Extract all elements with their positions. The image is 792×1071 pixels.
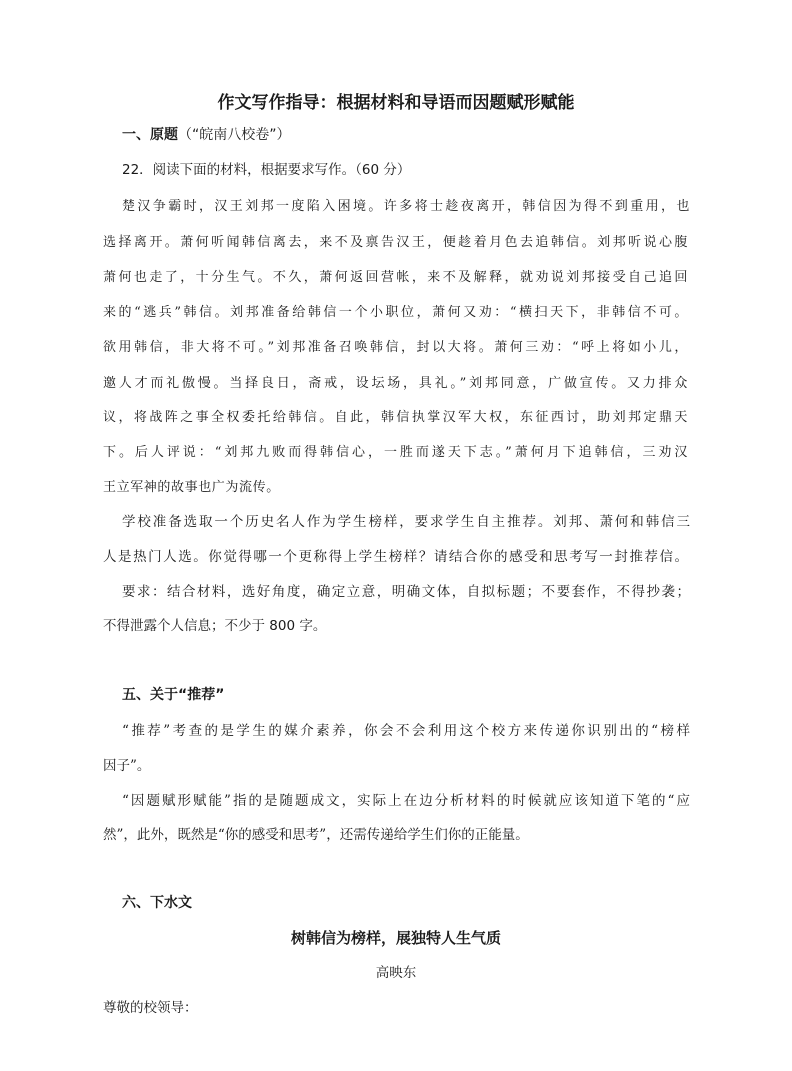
salutation: 尊敬的校领导： [103, 1000, 198, 1016]
section-5-line: “推荐”考查的是学生的媒介素养，你会不会利用这个校方来传递你识别出的“榜样 [122, 723, 690, 739]
section-5-line: “因题赋形赋能”指的是随题成文，实际上在边分析材料的时候就应该知道下笔的“应 [122, 793, 690, 809]
material-line: 楚汉争霸时，汉王刘邦一度陷入困境。许多将士趁夜离开，韩信因为得不到重用，也 [122, 199, 690, 214]
material-line: 欲用韩信，非大将不可。”刘邦准备召唤韩信，封以大将。萧何三劝：“呼上将如小儿， [103, 340, 688, 355]
material-line: 选择离开。萧何听闻韩信离去，来不及禀告汉王，便趁着月色去追韩信。刘邦听说心腹 [103, 235, 688, 250]
material-line: 邀人才而礼傲慢。当择良日，斋戒，设坛场，具礼。”刘邦同意，广做宣传。又力排众 [103, 376, 688, 391]
requirement-line: 要求：结合材料，选好角度，确定立意，明确文体，自拟标题；不要套作，不得抄袭； [122, 584, 690, 600]
section-1-title: 一、原题 [122, 127, 178, 143]
essay-author: 高映东 [375, 965, 417, 981]
section-5-line: 然”，此外，既然是“你的感受和思考”，还需传递给学生们你的正能量。 [103, 827, 529, 843]
material-line: 萧何也走了，十分生气。不久，萧何返回营帐，来不及解释，就劝说刘邦接受自己追回 [103, 270, 688, 285]
section-5-heading: 五、关于“推荐” [122, 687, 225, 703]
material-line: 来的“逃兵”韩信。刘邦准备给韩信一个小职位，萧何又劝：“横扫天下，非韩信不可。 [103, 305, 688, 320]
task-line: 学校准备选取一个历史名人作为学生榜样，要求学生自主推荐。刘邦、萧何和韩信三 [122, 514, 690, 530]
essay-title: 树韩信为榜样，展独特人生气质 [290, 929, 501, 947]
section-1-source: （“皖南八校卷”） [178, 127, 291, 143]
task-line: 人是热门人选。你觉得哪一个更称得上学生榜样？请结合你的感受和思考写一封推荐信。 [103, 549, 688, 565]
document-title: 作文写作指导：根据材料和导语而因题赋形赋能 [217, 93, 575, 113]
material-line: 王立军神的故事也广为流传。 [103, 480, 280, 495]
section-5-line: 因子”。 [103, 758, 151, 774]
requirement-line: 不得泄露个人信息；不少于 800 字。 [103, 618, 327, 634]
section-1-heading [122, 124, 291, 144]
section-6-heading: 六、下水文 [122, 895, 192, 911]
material-line: 下。后人评说：“刘邦九败而得韩信心，一胜而遂天下志。”萧何月下追韩信，三劝汉 [103, 445, 688, 460]
material-line: 议，将战阵之事全权委托给韩信。自此，韩信执掌汉军大权，东征西讨，助刘邦定鼎天 [103, 410, 688, 425]
question-line: 22．阅读下面的材料，根据要求写作。（60 分） [122, 162, 411, 178]
